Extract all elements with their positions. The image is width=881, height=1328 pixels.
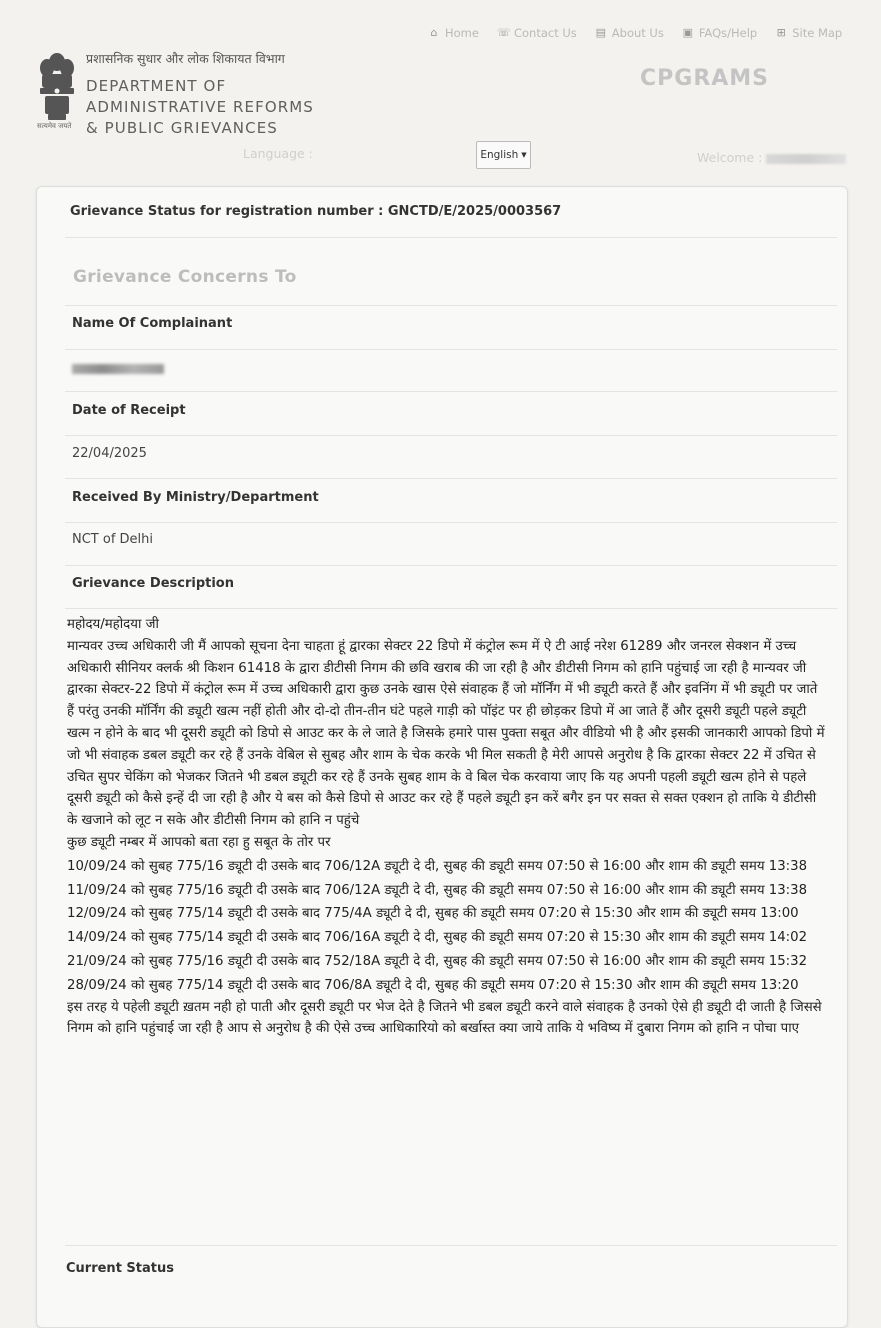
- description-label: Grievance Description: [72, 576, 234, 591]
- welcome-user: [697, 150, 846, 165]
- divider: [65, 478, 837, 479]
- sitemap-icon: ⊞: [776, 26, 786, 39]
- received-by-value: NCT of Delhi: [72, 532, 154, 547]
- nav-home-label: Home: [445, 26, 479, 40]
- redacted-username: [766, 154, 846, 164]
- duty-entry: 14/09/24 को सुबह 775/14 ड्यूटी दी उसके बाद 706/16A ड्यूटी दे दी, सुबह की ड्यूटी समय 07:20 से 15:30 और शाम की ड्यूटी समय 14:02: [67, 930, 808, 946]
- divider: [65, 391, 837, 392]
- duty-entry: 11/09/24 को सुबह 775/16 ड्यूटी दी उसके बाद 706/12A ड्यूटी दे दी, सुबह की ड्यूटी समय 07:50 से 16:00 और शाम की ड्यूटी समय 13:38: [67, 882, 808, 898]
- divider: [65, 522, 837, 523]
- national-emblem-icon: [36, 50, 78, 132]
- nav-faqs-help[interactable]: [682, 24, 757, 42]
- description-salutation: महोदय/महोदया जी: [67, 617, 159, 632]
- receipt-date-label: Date of Receipt: [72, 403, 186, 418]
- nav-faqs-label: FAQs/Help: [698, 26, 758, 40]
- top-nav: [428, 24, 881, 42]
- department-line-2: ADMINISTRATIVE REFORMS: [86, 98, 314, 116]
- nav-sitemap-label: Site Map: [792, 26, 843, 40]
- nav-about-us[interactable]: [595, 24, 664, 42]
- divider: [65, 435, 837, 436]
- divider: [65, 305, 837, 306]
- emblem-caption: सत्यमेव जयते: [37, 122, 72, 130]
- language-label: Language :: [243, 146, 313, 161]
- complainant-label: Name Of Complainant: [72, 316, 233, 331]
- grievance-status-card: [36, 186, 848, 1328]
- department-line-1: DEPARTMENT OF: [86, 77, 227, 95]
- department-name-english: [86, 76, 314, 139]
- description-list-intro: कुछ ड्यूटी नम्बर में आपको बता रहा हु सबूत के तोर पर: [67, 834, 331, 850]
- redacted-complainant-name: [72, 364, 164, 374]
- language-selected-value: English: [480, 149, 519, 161]
- duty-entry: 21/09/24 को सुबह 775/16 ड्यूटी दी उसके बाद 752/18A ड्यूटी दे दी, सुबह की ड्यूटी समय 07:50 से 16:00 और शाम की ड्यूटी समय 15:32: [67, 953, 808, 969]
- grievance-description: [67, 614, 827, 1040]
- home-icon: ⌂: [430, 26, 438, 39]
- chevron-down-icon: ▼: [521, 151, 527, 159]
- description-closing: इस तरह ये पहेली ड्यूटी ख़तम नही हो पाती और दूसरी ड्यूटी पर भेज देते है जितने भी डबल ड्यूटी करने वाले संवाहक है उनको ऐसे ही ड्यूटी दी जाती है जिससे निगम को हानि पहुंचाई जा रही है आप से अनुरोध है की ऐसे उच्च आधिकारियो को बर्खास्त क्या जाये ताकि ये भविष्य में दुबारा निगम को हानि न पोचा पाए: [67, 999, 822, 1037]
- nav-contact-label: Contact Us: [513, 26, 577, 40]
- nav-contact-us[interactable]: [497, 24, 577, 42]
- cpgrams-logo: CPGRAMS: [640, 66, 770, 91]
- nav-home[interactable]: [428, 24, 479, 42]
- divider: [65, 237, 837, 238]
- department-name-hindi: प्रशासनिक सुधार और लोक शिकायत विभाग: [86, 51, 285, 66]
- nav-site-map[interactable]: [775, 24, 842, 42]
- divider: [65, 349, 837, 350]
- welcome-label: Welcome :: [697, 150, 763, 165]
- duty-entry: 10/09/24 को सुबह 775/16 ड्यूटी दी उसके बाद 706/12A ड्यूटी दे दी, सुबह की ड्यूटी समय 07:50 से 16:00 और शाम की ड्यूटी समय 13:38: [67, 858, 808, 874]
- info-icon: ▤: [595, 26, 606, 39]
- duty-entry: 28/09/24 को सुबह 775/14 ड्यूटी दी उसके बाद 706/8A ड्यूटी दे दी, सुबह की ड्यूटी समय 07:20 से 15:30 और शाम की ड्यूटी समय 13:20: [67, 977, 799, 993]
- divider: [65, 1245, 837, 1246]
- current-status-label: Current Status: [66, 1261, 174, 1276]
- description-body: मान्यवर उच्च अधिकारी जी मैं आपको सूचना देना चाहता हूं द्वारका सेक्टर 22 डिपो में कंट्रोल रूम में ऐ टी आई नरेश 61289 और जनरल सेक्शन में उच्च अधिकारी सीनियर क्लर्क श्री किशन 61418 के द्वारा डीटीसी निगम की छवि खराब की जा रही है और डीटीसी निगम को हानि पहुंचाई जा रही है मान्यवर जी द्वारका सेक्टर-22 डिपो में कंट्रोल रूम में उच्च अधिकारी द्वारा कुछ उनके खास ऐसे संवाहक हैं जो मॉर्निंग में भी ड्यूटी करते हैं और इवनिंग में भी ड्यूटी पर जाते हैं परंतु उनकी मॉर्निंग की ड्यूटी खत्म नहीं होती और दो-दो तीन-तीन घंटे पहले गाड़ी को पॉइंट पर ही छोड़कर डिपो में आ जाते हैं और दूसरी ड्यूटी पहले ड्यूटी खत्म न होने के बाद भी दूसरी ड्यूटी को डिपो से आउट कर के ले जाते है जिसके हमारे पास पुक्ता सबूत और वीडियो भी है और इसकी जानकारी आपको डिपो में जो भी संवाहक डबल ड्यूटी कर रहे हैं उनके वेबिल से सुबह और शाम के चेक करके भी मिल सकती है मेरी आपसे अनुरोध है कि द्वारका सेक्टर 22 में उचित से उचित सुपर चेकिंग को भेजकर जितने भी डबल ड्यूटी कर रहे हैं उनके सुबह शाम के वे बिल चेक करवाया जाए कि यह अपनी पहली ड्यूटी खत्म होने से पहले दूसरी ड्यूटी को कैसे इन्हें दी जा रही है और ये बस को कैसे डिपो से आउट कर रहे हैं पहले ड्यूटी इन करें बगैर इन पर सक्त से सक्त एक्शन हो ताकि ये डीटीसी के खजाने को लूट न सके और डीटीसी निगम को हानि न पहुंचे: [67, 638, 825, 829]
- divider: [65, 565, 837, 566]
- section-title-concerns: Grievance Concerns To: [73, 267, 297, 287]
- language-select[interactable]: [476, 141, 531, 169]
- received-by-label: Received By Ministry/Department: [72, 490, 319, 505]
- help-icon: ▣: [682, 26, 694, 39]
- nav-about-label: About Us: [611, 26, 664, 40]
- receipt-date-value: 22/04/2025: [72, 446, 147, 461]
- grievance-status-title: Grievance Status for registration number : GNCTD/E/2025/0003567: [70, 204, 562, 219]
- duty-entry: 12/09/24 को सुबह 775/14 ड्यूटी दी उसके बाद 775/4A ड्यूटी दे दी, सुबह की ड्यूटी समय 07:20 से 15:30 और शाम की ड्यूटी समय 13:00: [67, 906, 799, 922]
- department-line-3: & PUBLIC GRIEVANCES: [86, 119, 278, 137]
- phone-icon: ☏: [496, 26, 511, 39]
- divider: [65, 608, 837, 609]
